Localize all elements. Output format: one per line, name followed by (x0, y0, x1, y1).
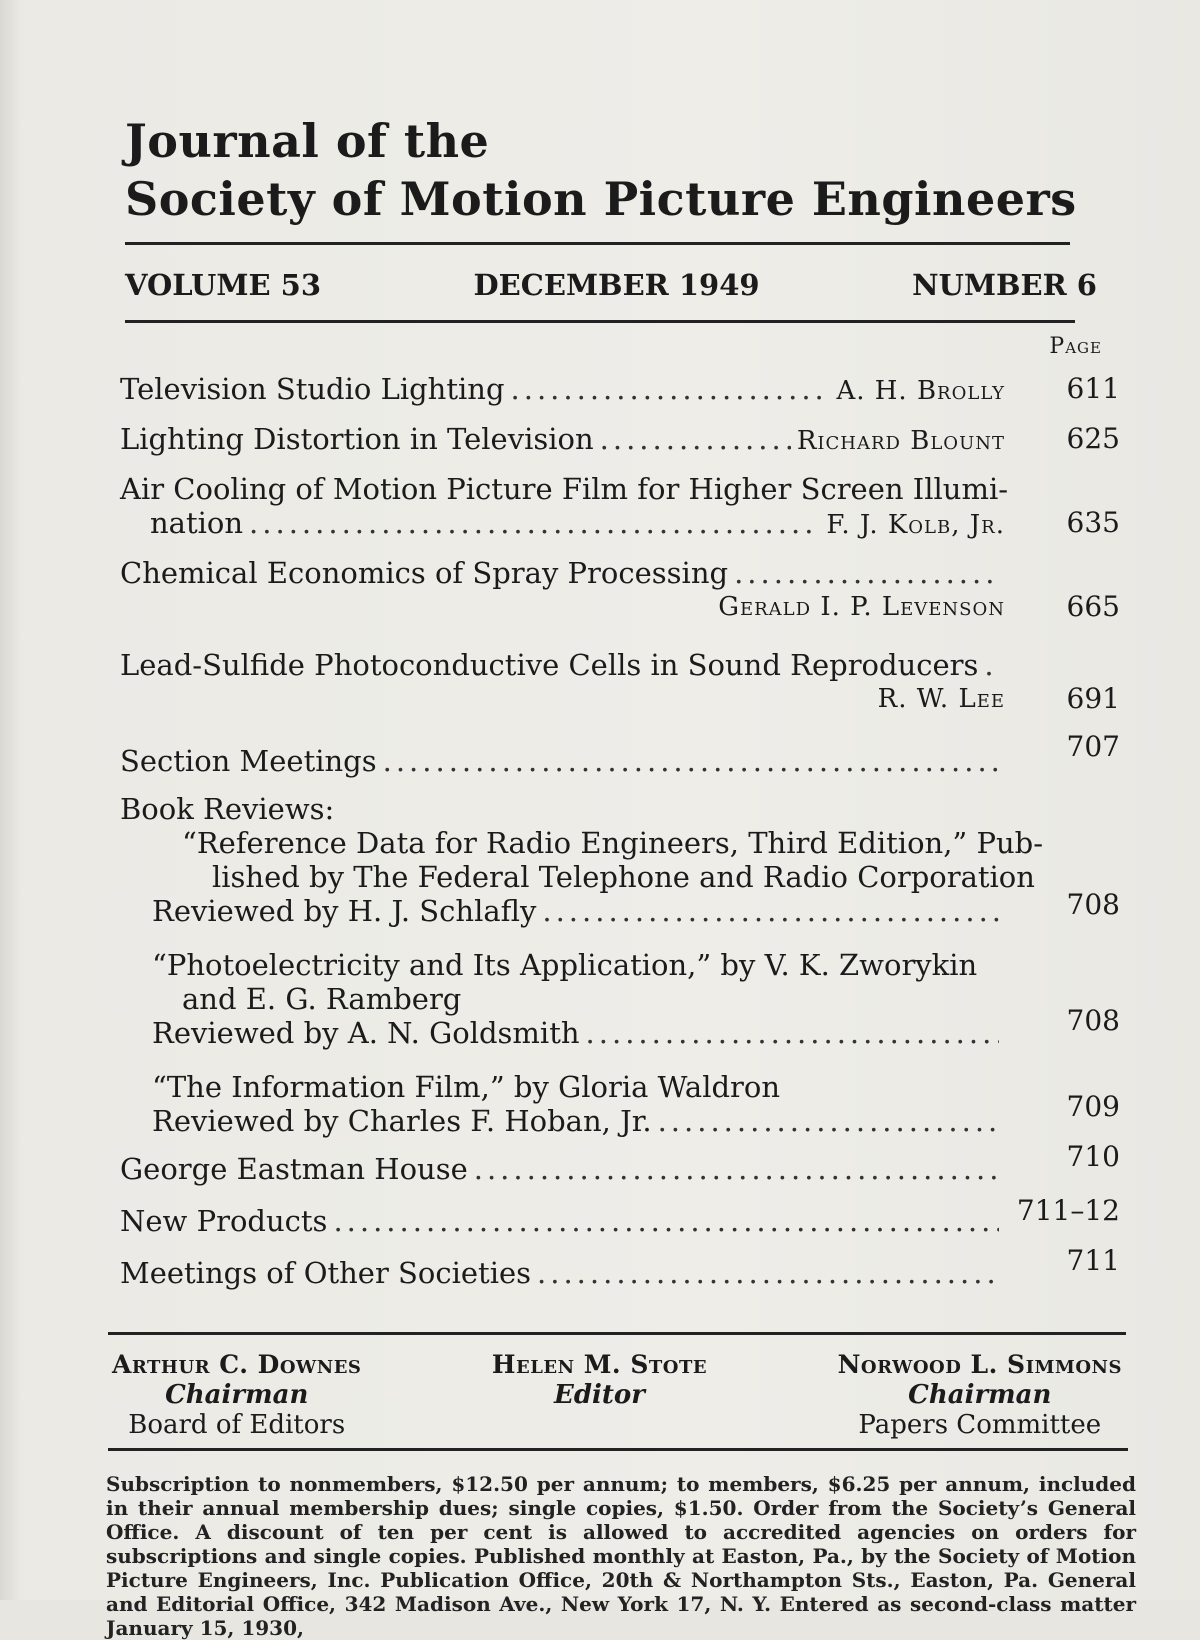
toc-entry[interactable] (120, 422, 1120, 458)
leader-dots (984, 648, 999, 682)
leader-dots (600, 422, 791, 456)
editor-name: Norwood L. Simmons (837, 1350, 1122, 1379)
toc-page: 711 (1066, 1244, 1120, 1277)
toc-entry[interactable] (120, 1194, 1120, 1238)
toc-title: Air Cooling of Motion Picture Film for Higher Screen Illumi- (120, 472, 1009, 506)
toc-author: Gerald I. P. Levenson (718, 592, 1005, 622)
toc-page: 665 (1066, 590, 1120, 623)
review-reviewer: Reviewed by Charles F. Hoban, Jr. (152, 1104, 652, 1138)
journal-title (125, 112, 1077, 228)
review-line-2: and E. G. Ramberg (182, 982, 462, 1016)
volume-label: VOLUME 53 (125, 268, 322, 302)
toc-entry[interactable] (120, 372, 1120, 408)
issue-number: NUMBER 6 (912, 268, 1097, 302)
review-line-1: “The Information Film,” by Gloria Waldron (152, 1070, 781, 1104)
toc-title: Meetings of Other Societies (120, 1256, 532, 1290)
toc-review-entry[interactable] (152, 826, 1120, 928)
toc-page: 708 (1066, 1004, 1120, 1037)
review-reviewer: Reviewed by H. J. Schlafly (152, 894, 537, 928)
issue-date: DECEMBER 1949 (473, 268, 760, 302)
leader-dots (537, 1256, 999, 1290)
review-reviewer: Reviewed by A. N. Goldsmith (152, 1016, 580, 1050)
editor-name: Arthur C. Downes (112, 1350, 362, 1379)
editor-role: Editor (554, 1380, 645, 1410)
leader-dots (474, 1152, 999, 1186)
editor-downes (112, 1350, 361, 1440)
toc-page: 691 (1066, 682, 1120, 715)
toc-section-heading (120, 792, 1120, 826)
leader-dots (383, 744, 999, 778)
toc-entry[interactable] (120, 648, 1120, 716)
editor-simmons (838, 1350, 1122, 1440)
leader-dots (734, 556, 999, 590)
toc-title: New Products (120, 1204, 328, 1238)
toc-entry[interactable] (120, 472, 1120, 542)
table-of-contents (120, 372, 1120, 1304)
toc-title: Lighting Distortion in Television (120, 422, 594, 456)
toc-review-entry[interactable] (152, 948, 1120, 1050)
rule-above-editors (108, 1332, 1126, 1335)
toc-title: Book Reviews: (120, 792, 335, 826)
subscription-notice: Subscription to nonmembers, $12.50 per annum; to members, $6.25 per annum, included in their annual membership dues; single copies, $1.50. Order from the Society’s General Office. A discount of ten per cent is allowed to accredited agencies on orders for subscriptions and single copies. Published monthly at Easton, Pa., by the Society of Motion Picture Engineers, Inc. Publication Office, 20th & Northampton Sts., Easton, Pa. General and Editorial Office, 342 Madison Ave., New York 17, N. Y. Entered as second-class matter January 15, 1930, (106, 1472, 1136, 1640)
toc-entry[interactable] (120, 730, 1120, 778)
rule-below-issue (125, 320, 1075, 323)
editors-block (112, 1350, 1122, 1440)
rule-above-footer (108, 1448, 1128, 1451)
toc-entry[interactable] (120, 1140, 1120, 1186)
rule-top (125, 242, 1070, 245)
toc-page: 707 (1066, 730, 1120, 763)
toc-title: Section Meetings (120, 744, 377, 778)
leader-dots (586, 1016, 999, 1050)
editor-role: Chairman (165, 1380, 309, 1410)
toc-author: F. J. Kolb, Jr. (826, 510, 1005, 540)
review-line-2: lished by The Federal Telephone and Radio Corporation (212, 860, 1035, 894)
editor-role: Chairman (908, 1380, 1052, 1410)
toc-entry[interactable] (120, 1244, 1120, 1290)
toc-author: R. W. Lee (877, 684, 1005, 714)
journal-title-line-2: Society of Motion Picture Engineers (125, 172, 1077, 226)
toc-review-entry[interactable] (152, 1070, 1120, 1138)
toc-page: 635 (1066, 506, 1120, 539)
issue-bar (125, 268, 1097, 302)
editor-group: Board of Editors (128, 1410, 346, 1440)
toc-title: George Eastman House (120, 1152, 468, 1186)
page-column-heading: Page (1049, 334, 1102, 359)
toc-author: Richard Blount (796, 426, 1005, 456)
toc-title: Television Studio Lighting (120, 372, 505, 406)
toc-entry[interactable] (120, 556, 1120, 624)
leader-dots (658, 1104, 999, 1138)
review-line-1: “Reference Data for Radio Engineers, Third Edition,” Pub- (182, 826, 1044, 860)
journal-title-line-1: Journal of the (125, 114, 490, 168)
toc-page: 711–12 (1016, 1194, 1120, 1227)
editor-name: Helen M. Stote (491, 1350, 708, 1379)
toc-author: A. H. Brolly (836, 376, 1005, 406)
leader-dots (333, 1204, 999, 1238)
editor-group: Papers Committee (858, 1410, 1102, 1440)
toc-page: 611 (1066, 372, 1120, 405)
toc-page: 709 (1066, 1090, 1120, 1123)
toc-page: 708 (1066, 888, 1120, 921)
leader-dots (249, 506, 820, 540)
toc-page: 710 (1066, 1140, 1120, 1173)
toc-title: Lead-Sulfide Photoconductive Cells in Sound Reproducers (120, 648, 979, 682)
leader-dots (542, 894, 999, 928)
review-line-1: “Photoelectricity and Its Application,” by V. K. Zworykin (152, 948, 978, 982)
leader-dots (511, 372, 831, 406)
editor-stote (492, 1350, 707, 1440)
toc-title: Chemical Economics of Spray Processing (120, 556, 729, 590)
toc-title-cont: nation (150, 506, 244, 540)
toc-page: 625 (1066, 422, 1120, 455)
